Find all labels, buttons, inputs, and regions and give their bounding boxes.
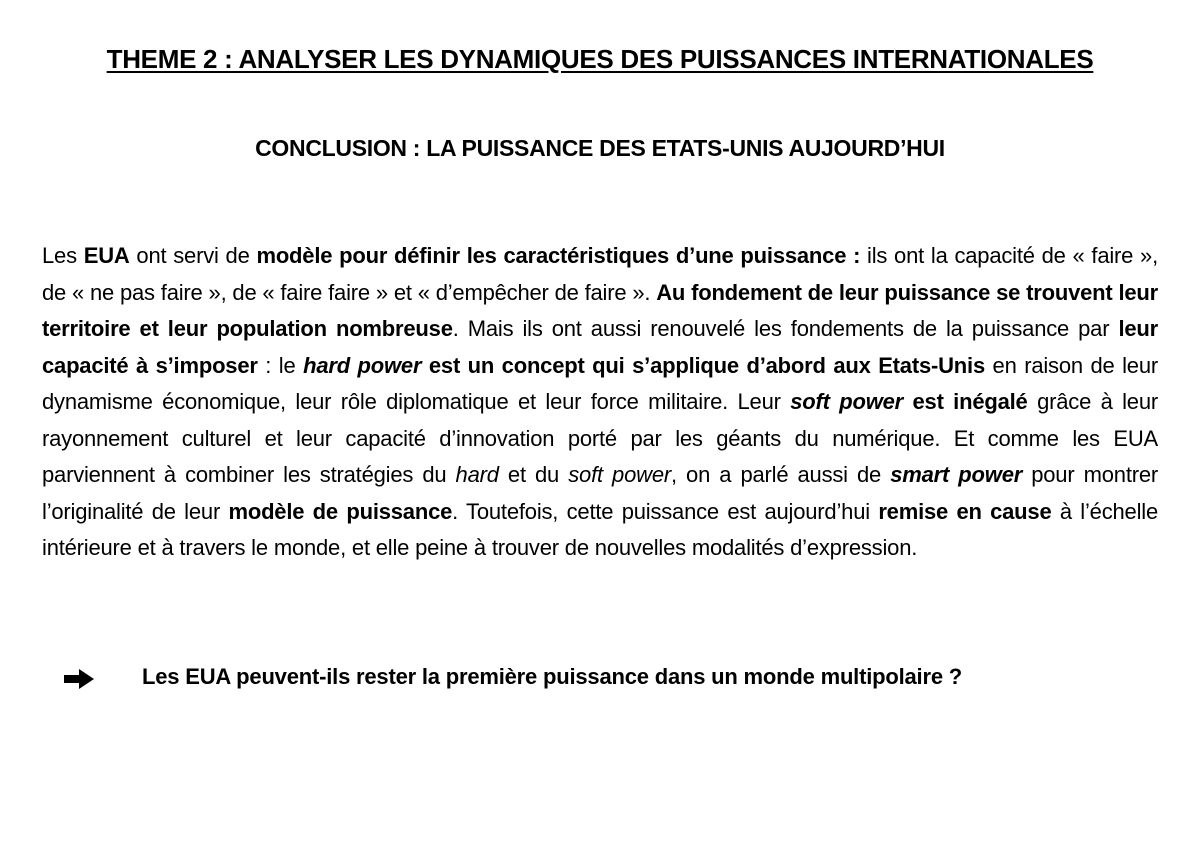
- paragraph-span: et du: [498, 462, 569, 487]
- paragraph-span: . Toutefois, cette puissance est aujourd’hui: [452, 498, 879, 524]
- paragraph-span: modèle pour définir les caractéristiques d’une puissance :: [256, 243, 861, 268]
- paragraph-span: en raison de leur dynamisme économique, leur rôle diplomatique et leur force militaire. Leur: [42, 352, 1158, 414]
- paragraph-span: Les: [42, 243, 84, 268]
- question-row: [62, 661, 1162, 697]
- paragraph-span: pour montrer l’originalité de leur: [42, 462, 1159, 524]
- question-text: Les EUA peuvent-ils rester la première puissance dans un monde multipolaire ?: [142, 664, 963, 689]
- paragraph-span: , on a parlé aussi de: [670, 462, 891, 487]
- paragraph-span: à l’échelle intérieure et à travers le monde, et elle peine à trouver de nouvelles modalités d’expression.: [42, 498, 1158, 560]
- paragraph-span: soft power: [790, 389, 904, 414]
- paragraph-span: ils ont la capacité de « faire », de « ne pas faire », de « faire faire » et « d’empêcher de faire ».: [42, 243, 1159, 305]
- paragraph-span: grâce à leur rayonnement culturel et leur capacité d’innovation porté par les géants du numérique. Et comme les EUA parviennent à combiner les stratégies du: [42, 389, 1158, 487]
- paragraph-span: soft power: [568, 462, 671, 487]
- paragraph-span: est un concept qui s’applique d’abord aux Etats-Unis: [421, 352, 985, 378]
- conclusion-title: CONCLUSION : LA PUISSANCE DES ETATS-UNIS AUJOURD’HUI: [255, 135, 945, 161]
- paragraph-span: EUA: [83, 243, 130, 268]
- paragraph-span: Au fondement de leur puissance se trouvent leur territoire et leur population nombreuse: [42, 279, 1158, 341]
- paragraph-span: : le: [257, 352, 304, 378]
- paragraph-span: leur capacité à s’imposer: [42, 316, 1158, 378]
- conclusion-paragraph: [42, 238, 1158, 567]
- paragraph-span: est inégalé: [903, 389, 1028, 414]
- paragraph-span: hard: [455, 462, 499, 487]
- theme-title: THEME 2 : ANALYSER LES DYNAMIQUES DES PUISSANCES INTERNATIONALES: [106, 44, 1094, 74]
- paragraph-span: . Mais ils ont aussi renouvelé les fondements de la puissance par: [452, 316, 1119, 341]
- paragraph-span: hard power: [303, 352, 422, 378]
- right-arrow-icon: [62, 668, 96, 690]
- paragraph-span: remise en cause: [878, 498, 1052, 524]
- paragraph-span: smart power: [890, 462, 1023, 487]
- paragraph-span: modèle de puissance: [228, 498, 453, 524]
- paragraph-span: ont servi de: [129, 243, 257, 268]
